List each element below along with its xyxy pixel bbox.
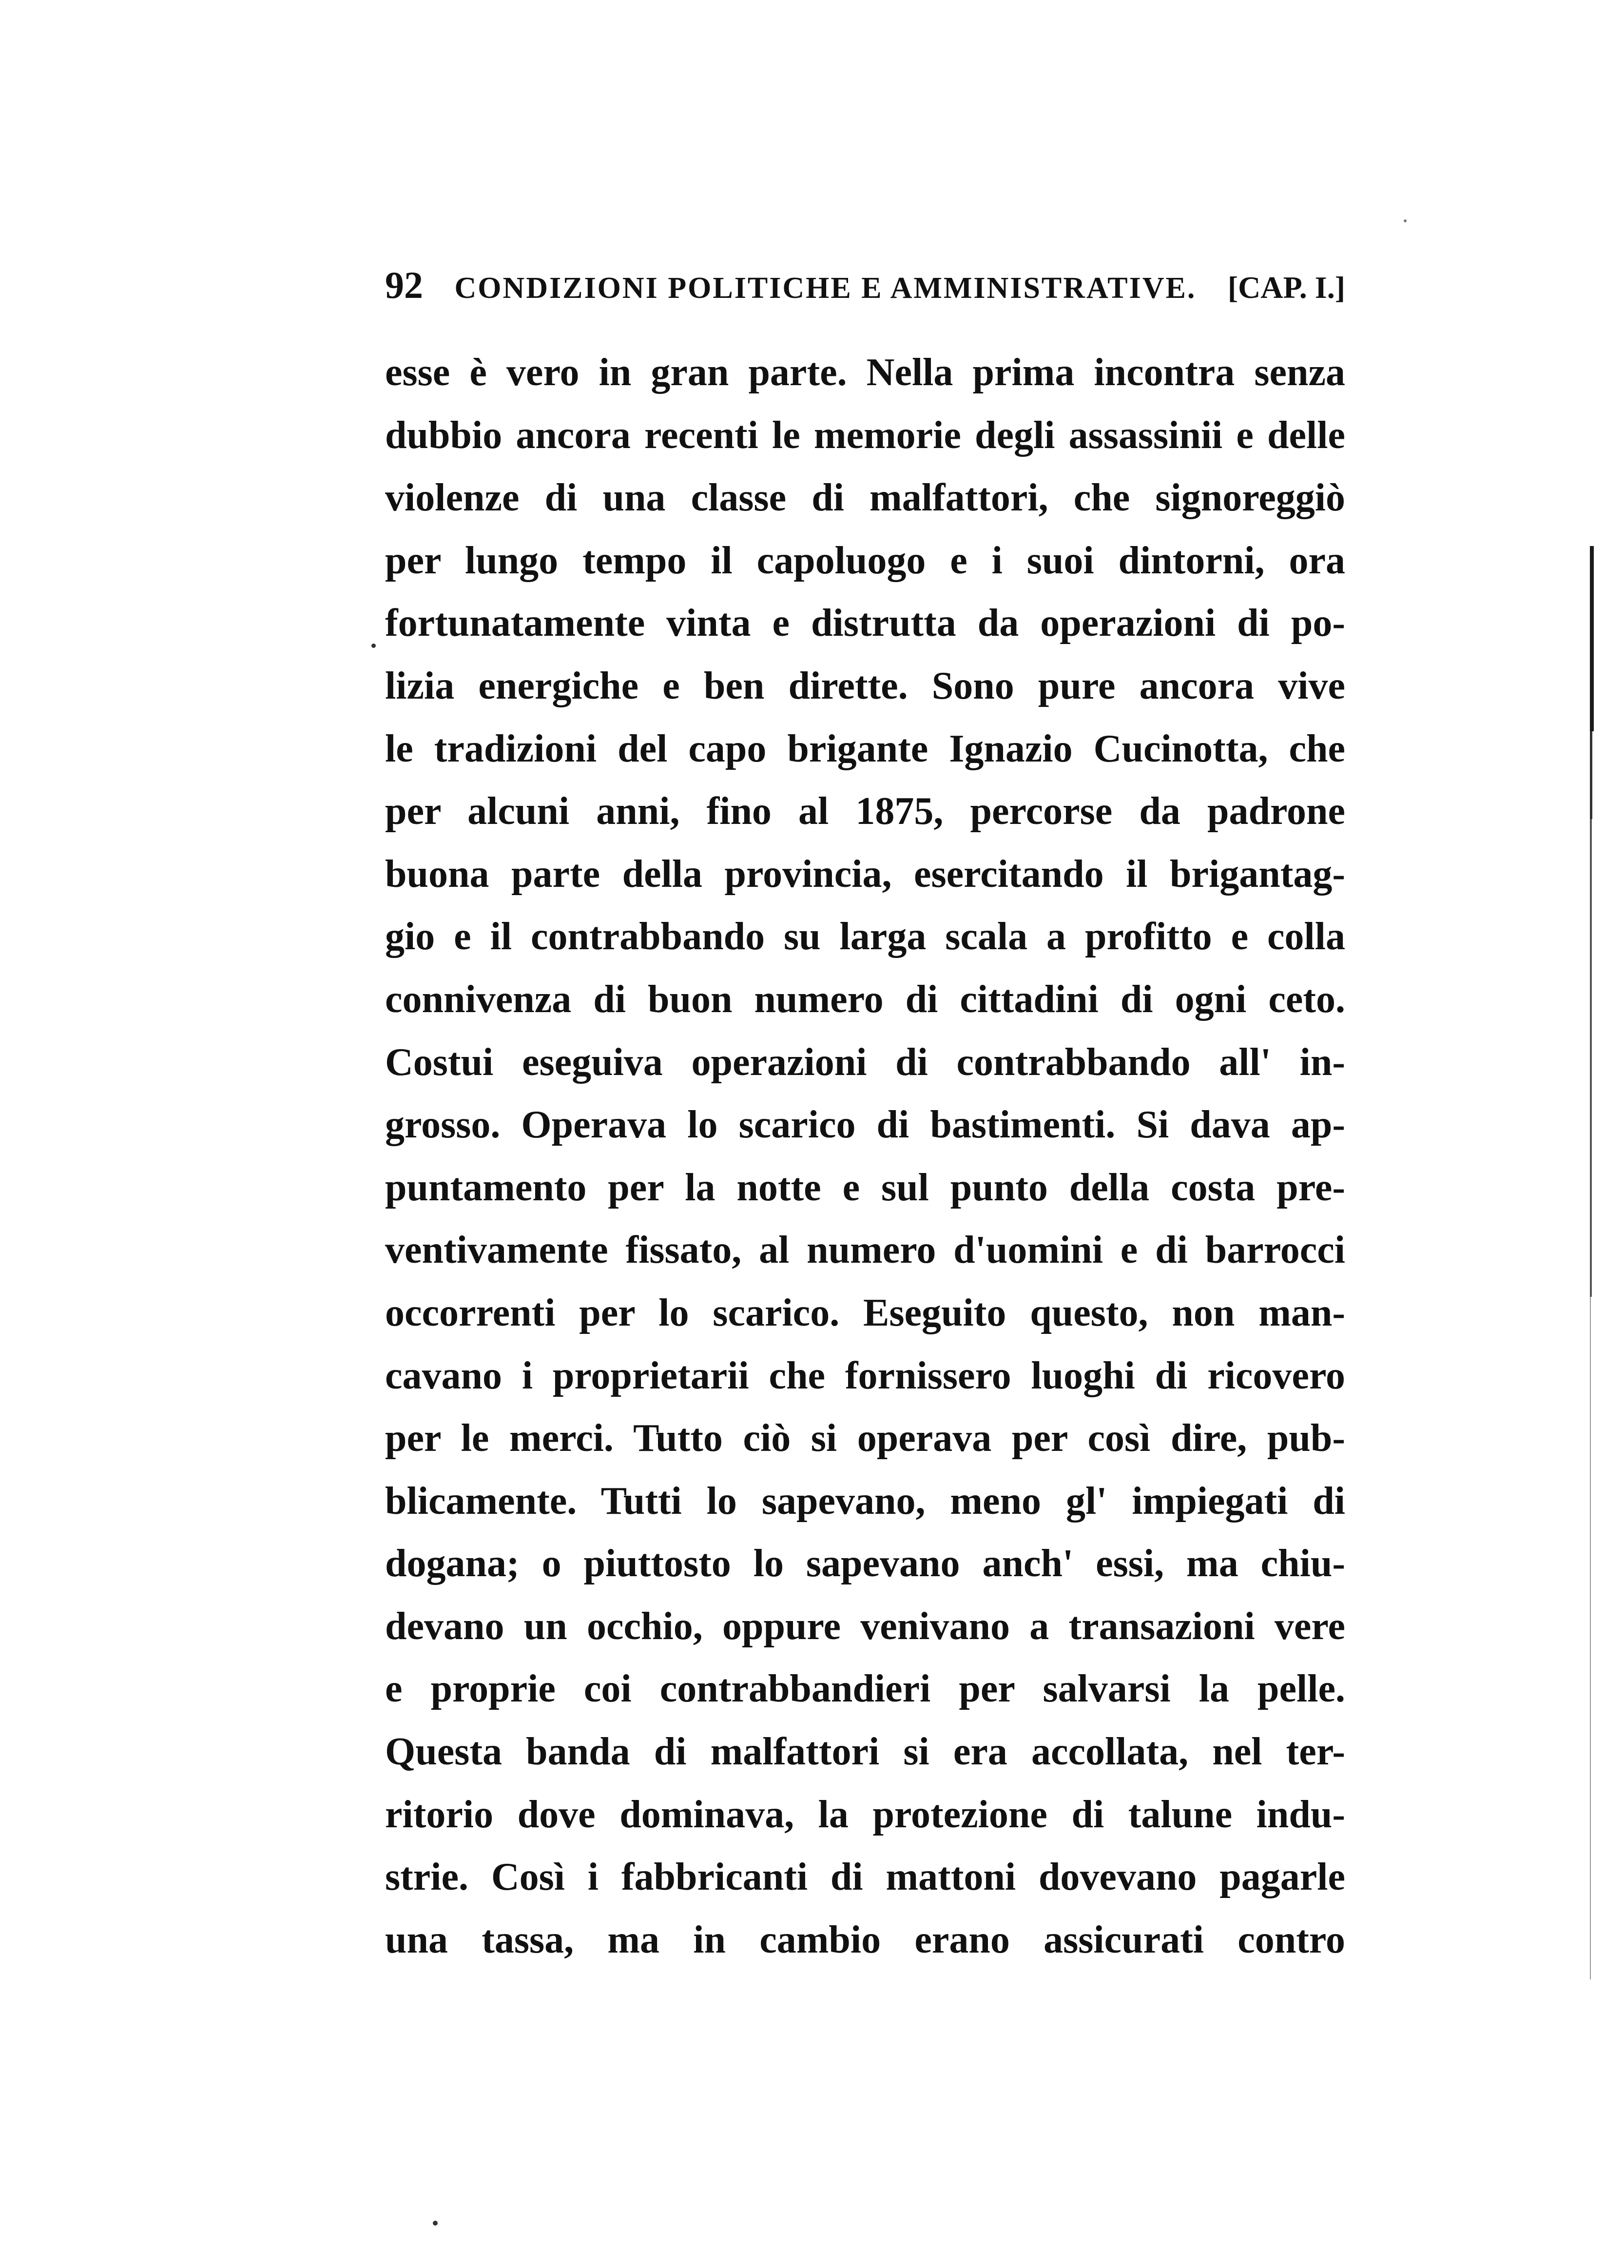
text-line: Costui eseguiva operazioni di contrabbando all' in- xyxy=(385,1040,1345,1084)
scan-speck xyxy=(433,2221,438,2226)
text-line: devano un occhio, oppure venivano a transazioni vere xyxy=(385,1604,1345,1648)
text-line: grosso. Operava lo scarico di bastimenti. Si dava ap- xyxy=(385,1103,1345,1147)
scan-edge-shadow xyxy=(1590,546,1594,731)
text-line: blicamente. Tutti lo sapevano, meno gl' impiegati di xyxy=(385,1479,1345,1523)
body-text xyxy=(385,341,1345,1971)
scan-edge-shadow xyxy=(1590,819,1592,1297)
text-line: Questa banda di malfattori si era accollata, nel ter- xyxy=(385,1730,1345,1774)
scan-edge-shadow xyxy=(1590,731,1592,819)
page-number: 92 xyxy=(385,264,423,306)
scan-speck xyxy=(371,644,376,648)
text-line: una tassa, ma in cambio erano assicurati contro xyxy=(385,1918,1345,1961)
scan-edge-shadow xyxy=(1590,1297,1591,1979)
text-line: per alcuni anni, fino al 1875, percorse da padrone xyxy=(385,790,1345,833)
text-line: per le merci. Tutto ciò si operava per così dire, pub- xyxy=(385,1417,1345,1460)
text-line: dogana; o piuttosto lo sapevano anch' essi, ma chiu- xyxy=(385,1542,1345,1585)
page-header xyxy=(385,263,1345,317)
text-line: dubbio ancora recenti le memorie degli assassinii e delle xyxy=(385,413,1345,457)
text-line: buona parte della provincia, esercitando il brigantag- xyxy=(385,852,1345,896)
scan-speck xyxy=(1404,219,1407,222)
text-line: strie. Così i fabbricanti di mattoni dovevano pagarle xyxy=(385,1856,1345,1899)
text-line: occorrenti per lo scarico. Eseguito questo, non man- xyxy=(385,1291,1345,1334)
text-line: e proprie coi contrabbandieri per salvarsi la pelle. xyxy=(385,1667,1345,1711)
text-line: gio e il contrabbando su larga scala a profitto e colla xyxy=(385,915,1345,958)
text-line: lizia energiche e ben dirette. Sono pure ancora vive xyxy=(385,664,1345,707)
text-line: ventivamente fissato, al numero d'uomini e di barrocci xyxy=(385,1229,1345,1272)
text-line: puntamento per la notte e sul punto della costa pre- xyxy=(385,1166,1345,1209)
text-line: le tradizioni del capo brigante Ignazio Cucinotta, che xyxy=(385,727,1345,770)
text-line: connivenza di buon numero di cittadini di ogni ceto. xyxy=(385,978,1345,1021)
text-line: violenze di una classe di malfattori, che signoreggiò xyxy=(385,476,1345,520)
running-title: CONDIZIONI POLITICHE E AMMINISTRATIVE. xyxy=(454,272,1197,305)
text-line: fortunatamente vinta e distrutta da operazioni di po- xyxy=(385,602,1345,645)
text-line: esse è vero in gran parte. Nella prima incontra senza xyxy=(385,351,1345,394)
chapter-reference: [CAP. I.] xyxy=(1227,270,1345,305)
text-line: cavano i proprietarii che fornissero luoghi di ricovero xyxy=(385,1354,1345,1397)
text-line: per lungo tempo il capoluogo e i suoi dintorni, ora xyxy=(385,539,1345,582)
text-line: ritorio dove dominava, la protezione di talune indu- xyxy=(385,1793,1345,1836)
